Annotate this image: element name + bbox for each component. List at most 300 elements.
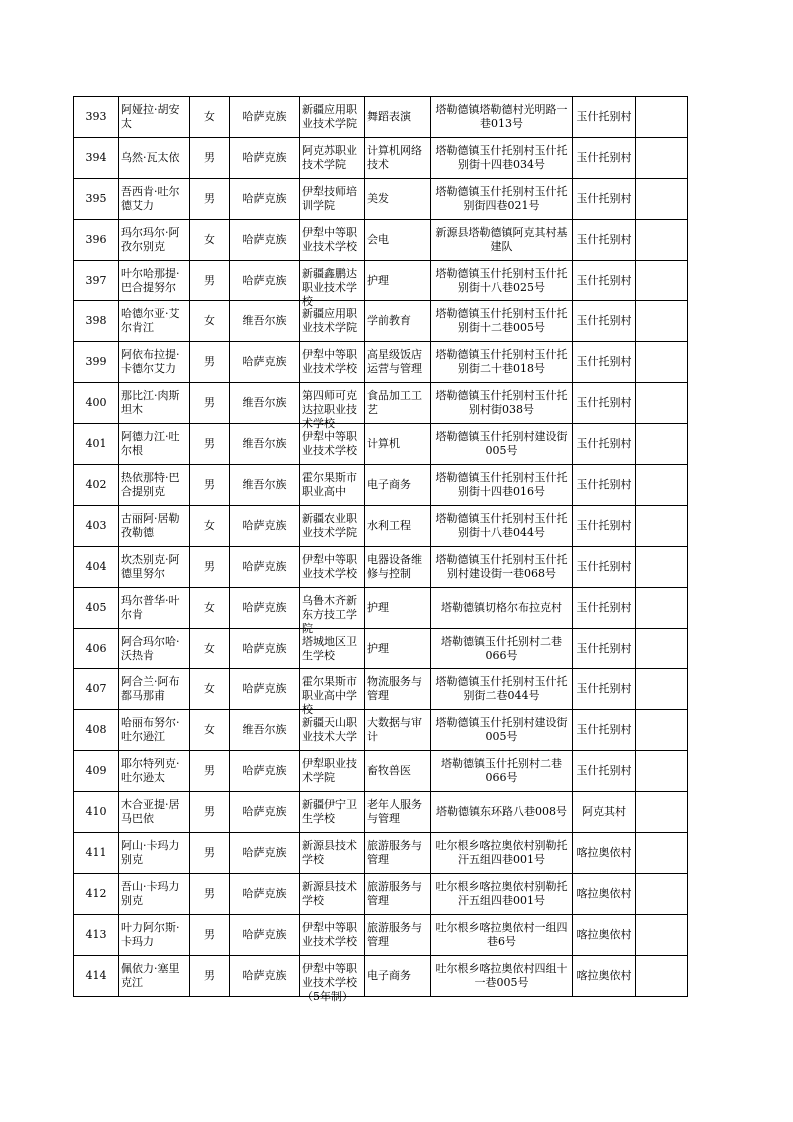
village-cell-text: 玉什托别村 <box>576 396 632 410</box>
ethnicity-cell-text: 哈萨克族 <box>242 805 287 819</box>
village-cell-text: 玉什托别村 <box>576 437 632 451</box>
ethnicity-cell <box>230 178 300 219</box>
major-cell-text: 会电 <box>367 232 389 246</box>
student-name-cell-text: 阿合玛尔哈·沃热肯 <box>121 634 180 662</box>
student-name-cell-text: 阿合兰·阿布都马那甫 <box>121 675 180 703</box>
student-name-cell-text: 吾山·卡玛力别克 <box>121 879 180 907</box>
row-number-cell-text: 395 <box>85 191 107 205</box>
ethnicity-cell <box>230 914 300 955</box>
gender-cell <box>190 751 230 792</box>
gender-cell-text: 女 <box>204 600 215 614</box>
school-cell <box>300 342 365 383</box>
address-cell <box>431 628 573 669</box>
table-row <box>74 914 688 955</box>
student-name-cell <box>119 792 190 833</box>
ethnicity-cell <box>230 465 300 506</box>
table-row <box>74 178 688 219</box>
gender-cell-text: 男 <box>204 477 215 491</box>
address-cell <box>431 465 573 506</box>
gender-cell-text: 男 <box>204 927 215 941</box>
ethnicity-cell-text: 哈萨克族 <box>242 150 287 164</box>
row-number-cell-text: 407 <box>85 682 107 696</box>
school-cell <box>300 178 365 219</box>
student-name-cell <box>119 873 190 914</box>
major-cell-text: 计算机 <box>367 437 400 451</box>
village-cell <box>573 546 636 587</box>
school-cell-text: 霍尔果斯市职业高中学校 <box>302 675 357 717</box>
address-cell <box>431 833 573 874</box>
remark-cell <box>636 301 688 342</box>
table-row <box>74 751 688 792</box>
student-name-cell <box>119 260 190 301</box>
village-cell <box>573 751 636 792</box>
village-cell-text: 玉什托别村 <box>576 682 632 696</box>
address-cell <box>431 751 573 792</box>
address-cell-text: 塔勒德镇玉什托别村玉什托别村建设街一巷068号 <box>435 552 568 580</box>
major-cell-text: 食品加工工艺 <box>367 389 422 417</box>
gender-cell-text: 男 <box>204 273 215 287</box>
school-cell <box>300 260 365 308</box>
village-cell <box>573 219 636 260</box>
student-name-cell <box>119 465 190 506</box>
remark-cell <box>636 833 688 874</box>
row-number-cell-text: 396 <box>85 232 107 246</box>
ethnicity-cell <box>230 260 300 301</box>
village-cell-text: 玉什托别村 <box>576 723 632 737</box>
gender-cell-text: 女 <box>204 109 215 123</box>
school-cell <box>300 587 365 635</box>
row-number-cell-text: 413 <box>85 927 107 941</box>
gender-cell-text: 女 <box>204 641 215 655</box>
student-name-cell-text: 哈丽布努尔·吐尔逊江 <box>121 716 180 744</box>
school-cell-text: 新源县技术学校 <box>302 838 357 866</box>
major-cell <box>365 97 431 138</box>
gender-cell <box>190 178 230 219</box>
village-cell <box>573 342 636 383</box>
major-cell-text: 电器设备维修与控制 <box>367 552 422 580</box>
address-cell <box>431 424 573 465</box>
address-cell-text: 吐尔根乡喀拉奥依村别勒托汗五组四巷001号 <box>435 838 568 866</box>
gender-cell-text: 女 <box>204 232 215 246</box>
school-cell-text: 新疆农业职业技术学院 <box>302 511 357 539</box>
school-cell <box>300 424 365 465</box>
table-row <box>74 873 688 914</box>
gender-cell <box>190 342 230 383</box>
student-name-cell-text: 玛尔玛尔·阿孜尔别克 <box>121 225 180 253</box>
ethnicity-cell <box>230 546 300 587</box>
address-cell-text: 塔勒德镇玉什托别村玉什托别街二十巷018号 <box>435 348 568 376</box>
major-cell <box>365 669 431 710</box>
school-cell <box>300 465 365 506</box>
gender-cell-text: 男 <box>204 845 215 859</box>
school-cell <box>300 546 365 587</box>
ethnicity-cell-text: 哈萨克族 <box>242 232 287 246</box>
school-cell <box>300 219 365 260</box>
row-number-cell <box>74 342 119 383</box>
gender-cell-text: 男 <box>204 437 215 451</box>
table-row <box>74 546 688 587</box>
school-cell-text: 第四师可克达拉职业技术学校 <box>302 389 357 431</box>
address-cell-text: 塔勒德镇切格尔布拉克村 <box>441 600 562 614</box>
row-number-cell <box>74 710 119 751</box>
school-cell-text: 霍尔果斯市职业高中 <box>302 470 357 498</box>
gender-cell <box>190 628 230 669</box>
table-row <box>74 792 688 833</box>
school-cell <box>300 955 365 1003</box>
ethnicity-cell-text: 维吾尔族 <box>242 477 287 491</box>
ethnicity-cell <box>230 587 300 628</box>
major-cell-text: 学前教育 <box>367 314 411 328</box>
address-cell-text: 塔勒德镇玉什托别村玉什托别村街038号 <box>435 389 568 417</box>
student-name-cell-text: 阿依布拉提·卡德尔艾力 <box>121 348 180 376</box>
student-name-cell-text: 乌然·瓦太依 <box>121 150 180 164</box>
village-cell <box>573 710 636 751</box>
student-name-cell <box>119 710 190 751</box>
gender-cell-text: 男 <box>204 150 215 164</box>
row-number-cell-text: 408 <box>85 723 107 737</box>
major-cell-text: 护理 <box>367 641 389 655</box>
major-cell <box>365 751 431 792</box>
village-cell-text: 喀拉奥依村 <box>576 845 632 859</box>
major-cell <box>365 628 431 669</box>
student-name-cell-text: 佩依力·塞里克江 <box>121 961 180 989</box>
gender-cell <box>190 587 230 628</box>
gender-cell <box>190 383 230 424</box>
row-number-cell-text: 393 <box>85 109 107 123</box>
school-cell <box>300 669 365 717</box>
major-cell <box>365 342 431 383</box>
major-cell <box>365 792 431 833</box>
ethnicity-cell-text: 维吾尔族 <box>242 723 287 737</box>
ethnicity-cell-text: 哈萨克族 <box>242 191 287 205</box>
roster-body <box>74 97 688 1003</box>
gender-cell <box>190 669 230 710</box>
major-cell-text: 旅游服务与管理 <box>367 879 422 907</box>
address-cell <box>431 914 573 955</box>
village-cell <box>573 301 636 342</box>
student-name-cell <box>119 342 190 383</box>
gender-cell <box>190 505 230 546</box>
gender-cell-text: 男 <box>204 968 215 982</box>
ethnicity-cell <box>230 751 300 792</box>
table-row <box>74 587 688 628</box>
row-number-cell <box>74 137 119 178</box>
address-cell <box>431 792 573 833</box>
table-row <box>74 137 688 178</box>
school-cell <box>300 914 365 955</box>
ethnicity-cell <box>230 669 300 710</box>
major-cell <box>365 178 431 219</box>
ethnicity-cell <box>230 628 300 669</box>
row-number-cell-text: 399 <box>85 355 107 369</box>
remark-cell <box>636 383 688 424</box>
village-cell-text: 玉什托别村 <box>576 191 632 205</box>
school-cell <box>300 97 365 138</box>
major-cell-text: 护理 <box>367 600 389 614</box>
address-cell-text: 塔勒德镇玉什托别村玉什托别街十八巷025号 <box>435 266 568 294</box>
row-number-cell-text: 401 <box>85 437 107 451</box>
row-number-cell <box>74 178 119 219</box>
village-cell-text: 阿克其村 <box>582 805 626 819</box>
major-cell-text: 旅游服务与管理 <box>367 838 422 866</box>
address-cell-text: 塔勒德镇玉什托别村玉什托别街十八巷044号 <box>435 511 568 539</box>
row-number-cell-text: 409 <box>85 764 107 778</box>
ethnicity-cell <box>230 505 300 546</box>
student-name-cell-text: 吾西肯·吐尔德艾力 <box>121 184 180 212</box>
row-number-cell-text: 397 <box>85 273 107 287</box>
school-cell-text: 乌鲁木齐新东方技工学院 <box>302 593 357 635</box>
major-cell <box>365 219 431 260</box>
student-name-cell-text: 叶力阿尔斯·卡玛力 <box>121 920 180 948</box>
row-number-cell <box>74 301 119 342</box>
table-row <box>74 342 688 383</box>
address-cell-text: 塔勒德镇塔勒德村光明路一巷013号 <box>435 102 568 130</box>
student-name-cell <box>119 301 190 342</box>
row-number-cell <box>74 751 119 792</box>
ethnicity-cell-text: 哈萨克族 <box>242 109 287 123</box>
row-number-cell <box>74 587 119 628</box>
gender-cell-text: 女 <box>204 723 215 737</box>
school-cell <box>300 710 365 751</box>
school-cell <box>300 383 365 431</box>
gender-cell <box>190 137 230 178</box>
school-cell-text: 新疆伊宁卫生学校 <box>302 798 357 826</box>
school-cell-text: 新源县技术学校 <box>302 879 357 907</box>
student-name-cell <box>119 546 190 587</box>
table-row <box>74 669 688 710</box>
table-row <box>74 505 688 546</box>
village-cell <box>573 137 636 178</box>
village-cell <box>573 465 636 506</box>
remark-cell <box>636 97 688 138</box>
major-cell-text: 计算机网络技术 <box>367 143 422 171</box>
village-cell <box>573 833 636 874</box>
village-cell <box>573 383 636 424</box>
village-cell-text: 玉什托别村 <box>576 764 632 778</box>
row-number-cell <box>74 914 119 955</box>
village-cell <box>573 792 636 833</box>
ethnicity-cell <box>230 955 300 996</box>
gender-cell-text: 男 <box>204 559 215 573</box>
major-cell-text: 大数据与审计 <box>367 716 422 744</box>
ethnicity-cell <box>230 833 300 874</box>
school-cell-text: 新疆天山职业技术大学 <box>302 716 357 744</box>
ethnicity-cell <box>230 424 300 465</box>
ethnicity-cell <box>230 792 300 833</box>
table-row <box>74 301 688 342</box>
ethnicity-cell-text: 哈萨克族 <box>242 559 287 573</box>
row-number-cell-text: 411 <box>85 845 107 859</box>
remark-cell <box>636 219 688 260</box>
gender-cell-text: 男 <box>204 191 215 205</box>
ethnicity-cell <box>230 137 300 178</box>
student-name-cell <box>119 505 190 546</box>
village-cell <box>573 178 636 219</box>
ethnicity-cell-text: 哈萨克族 <box>242 355 287 369</box>
school-cell-text: 伊犁技师培训学院 <box>302 184 357 212</box>
major-cell <box>365 833 431 874</box>
address-cell-text: 塔勒德镇玉什托别村玉什托别街十二巷005号 <box>435 307 568 335</box>
ethnicity-cell <box>230 710 300 751</box>
village-cell-text: 玉什托别村 <box>576 518 632 532</box>
address-cell-text: 新源县塔勒德镇阿克其村基建队 <box>435 225 568 253</box>
address-cell <box>431 669 573 710</box>
student-name-cell <box>119 383 190 424</box>
student-name-cell-text: 玛尔普华·叶尔肯 <box>121 593 180 621</box>
ethnicity-cell <box>230 97 300 138</box>
student-name-cell-text: 哈德尔亚·艾尔肯江 <box>121 307 180 335</box>
major-cell <box>365 955 431 996</box>
school-cell-text: 新疆鑫鹏达职业技术学校 <box>302 266 357 308</box>
ethnicity-cell-text: 哈萨克族 <box>242 518 287 532</box>
row-number-cell-text: 404 <box>85 559 107 573</box>
major-cell-text: 护理 <box>367 273 389 287</box>
student-name-cell-text: 那比江·肉斯坦木 <box>121 389 180 417</box>
row-number-cell-text: 412 <box>85 886 107 900</box>
address-cell-text: 塔勒德镇玉什托别村玉什托别街二巷044号 <box>435 675 568 703</box>
village-cell <box>573 587 636 628</box>
ethnicity-cell-text: 哈萨克族 <box>242 927 287 941</box>
gender-cell-text: 男 <box>204 805 215 819</box>
address-cell-text: 吐尔根乡喀拉奥依村一组四巷6号 <box>435 920 568 948</box>
address-cell-text: 塔勒德镇玉什托别村玉什托别街四巷021号 <box>435 184 568 212</box>
student-name-cell <box>119 424 190 465</box>
address-cell <box>431 219 573 260</box>
village-cell-text: 喀拉奥依村 <box>576 886 632 900</box>
address-cell <box>431 260 573 301</box>
row-number-cell-text: 410 <box>85 805 107 819</box>
gender-cell-text: 男 <box>204 886 215 900</box>
table-row <box>74 383 688 424</box>
remark-cell <box>636 587 688 628</box>
student-name-cell-text: 阿娅拉·胡安太 <box>121 102 180 130</box>
ethnicity-cell-text: 维吾尔族 <box>242 437 287 451</box>
student-name-cell <box>119 137 190 178</box>
row-number-cell <box>74 465 119 506</box>
address-cell-text: 吐尔根乡喀拉奥依村四组十一巷005号 <box>435 961 568 989</box>
major-cell <box>365 137 431 178</box>
ethnicity-cell-text: 维吾尔族 <box>242 396 287 410</box>
gender-cell-text: 男 <box>204 396 215 410</box>
major-cell-text: 畜牧兽医 <box>367 764 411 778</box>
row-number-cell <box>74 383 119 424</box>
ethnicity-cell-text: 哈萨克族 <box>242 641 287 655</box>
school-cell <box>300 628 365 669</box>
student-name-cell <box>119 955 190 996</box>
major-cell-text: 物流服务与管理 <box>367 675 422 703</box>
table-row <box>74 260 688 301</box>
school-cell <box>300 873 365 914</box>
address-cell-text: 塔勒德镇玉什托别村二巷066号 <box>441 757 562 785</box>
major-cell-text: 舞蹈表演 <box>367 109 411 123</box>
student-name-cell-text: 古丽阿·居勒孜勒德 <box>121 511 180 539</box>
table-row <box>74 955 688 996</box>
remark-cell <box>636 546 688 587</box>
remark-cell <box>636 628 688 669</box>
address-cell <box>431 178 573 219</box>
row-number-cell-text: 403 <box>85 518 107 532</box>
gender-cell <box>190 424 230 465</box>
address-cell <box>431 710 573 751</box>
student-name-cell-text: 耶尔特列克·吐尔逊太 <box>121 757 180 785</box>
remark-cell <box>636 955 688 996</box>
school-cell <box>300 137 365 178</box>
address-cell-text: 塔勒德镇东环路八巷008号 <box>436 805 567 819</box>
remark-cell <box>636 710 688 751</box>
table-row <box>74 628 688 669</box>
row-number-cell <box>74 873 119 914</box>
ethnicity-cell-text: 哈萨克族 <box>242 845 287 859</box>
ethnicity-cell <box>230 342 300 383</box>
school-cell <box>300 751 365 792</box>
major-cell <box>365 465 431 506</box>
row-number-cell <box>74 546 119 587</box>
gender-cell-text: 男 <box>204 764 215 778</box>
school-cell-text: 伊犁中等职业技术学校 <box>302 920 357 948</box>
gender-cell-text: 男 <box>204 355 215 369</box>
major-cell <box>365 301 431 342</box>
village-cell <box>573 914 636 955</box>
remark-cell <box>636 669 688 710</box>
address-cell-text: 塔勒德镇玉什托别村建设街005号 <box>435 716 568 744</box>
row-number-cell-text: 414 <box>85 968 107 982</box>
address-cell <box>431 383 573 424</box>
gender-cell-text: 女 <box>204 518 215 532</box>
major-cell <box>365 505 431 546</box>
village-cell-text: 玉什托别村 <box>576 600 632 614</box>
village-cell-text: 玉什托别村 <box>576 641 632 655</box>
ethnicity-cell <box>230 873 300 914</box>
row-number-cell-text: 405 <box>85 600 107 614</box>
remark-cell <box>636 137 688 178</box>
school-cell <box>300 505 365 546</box>
address-cell-text: 塔勒德镇玉什托别村玉什托别街十四巷016号 <box>435 470 568 498</box>
gender-cell <box>190 546 230 587</box>
gender-cell <box>190 955 230 996</box>
address-cell <box>431 342 573 383</box>
village-cell-text: 玉什托别村 <box>576 150 632 164</box>
gender-cell <box>190 914 230 955</box>
row-number-cell-text: 400 <box>85 396 107 410</box>
student-name-cell-text: 叶尔哈那提·巴合提努尔 <box>121 266 180 294</box>
address-cell <box>431 505 573 546</box>
address-cell <box>431 546 573 587</box>
row-number-cell <box>74 628 119 669</box>
village-cell <box>573 955 636 996</box>
gender-cell <box>190 465 230 506</box>
major-cell <box>365 873 431 914</box>
student-name-cell <box>119 219 190 260</box>
remark-cell <box>636 873 688 914</box>
address-cell-text: 塔勒德镇玉什托别村建设街005号 <box>435 430 568 458</box>
village-cell-text: 玉什托别村 <box>576 559 632 573</box>
major-cell <box>365 914 431 955</box>
village-cell <box>573 505 636 546</box>
major-cell-text: 电子商务 <box>367 477 411 491</box>
major-cell-text: 旅游服务与管理 <box>367 920 422 948</box>
student-roster-table <box>73 96 688 1003</box>
major-cell <box>365 587 431 628</box>
ethnicity-cell-text: 哈萨克族 <box>242 886 287 900</box>
major-cell-text: 电子商务 <box>367 968 411 982</box>
row-number-cell <box>74 424 119 465</box>
school-cell-text: 伊犁中等职业技术学校（5年制） <box>302 961 357 1003</box>
student-name-cell-text: 坎杰别克·阿德里努尔 <box>121 552 180 580</box>
school-cell-text: 塔城地区卫生学校 <box>302 634 357 662</box>
student-name-cell <box>119 914 190 955</box>
ethnicity-cell-text: 哈萨克族 <box>242 968 287 982</box>
gender-cell <box>190 710 230 751</box>
